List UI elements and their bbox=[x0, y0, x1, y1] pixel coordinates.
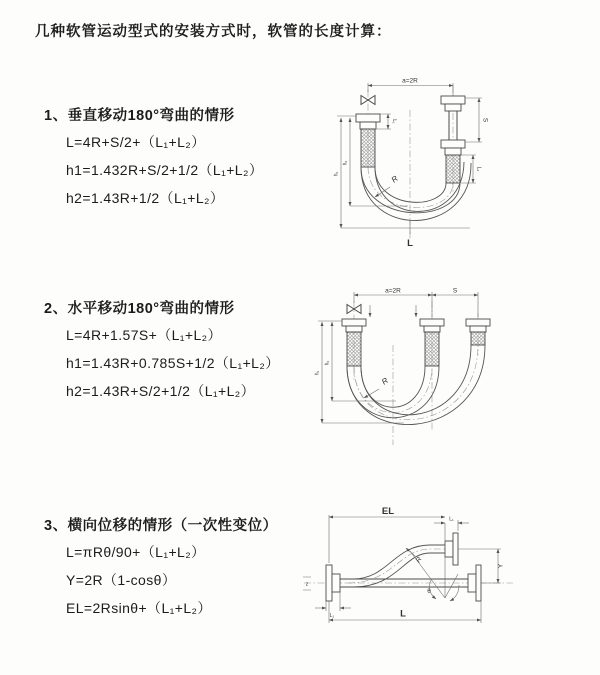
section-1-heading: 1、垂直移动180°弯曲的情形 bbox=[44, 108, 235, 124]
dim-label-h2: h₂ bbox=[324, 360, 331, 366]
page-title: 几种软管运动型式的安装方式时，软管的长度计算： bbox=[35, 24, 392, 40]
radius-label: R bbox=[414, 555, 424, 565]
section-1-formula-h1: h1=1.432R+S/2+1/2（L₁+L₂） bbox=[66, 162, 264, 178]
diagram-2-svg bbox=[308, 285, 600, 460]
dim-label-l1-top: L₁ bbox=[449, 516, 454, 523]
right-pipe-lower-position bbox=[441, 140, 465, 183]
dim-label-l1: L₁ bbox=[391, 119, 397, 124]
centerlines bbox=[368, 86, 453, 240]
dimension-el bbox=[329, 506, 445, 563]
section-3 bbox=[44, 514, 278, 626]
radius-label: R bbox=[379, 375, 390, 387]
reference-arrows bbox=[370, 305, 416, 317]
dim-label-h1: h₁ bbox=[333, 171, 340, 177]
dim-label-a2r: a=2R bbox=[402, 77, 418, 85]
angle-label: θ bbox=[427, 588, 431, 595]
dim-label-l2: L₂ bbox=[475, 166, 482, 172]
dim-label-s: S bbox=[452, 287, 458, 295]
dimension-s bbox=[432, 288, 478, 296]
section-2-formula-h1: h1=1.43R+0.785S+1/2（L₁+L₂） bbox=[66, 355, 280, 371]
left-flange bbox=[326, 565, 340, 601]
radius-label: R bbox=[389, 173, 400, 185]
centerlines bbox=[354, 301, 478, 445]
section-2-formula-h2: h2=1.43R+S/2+1/2（L₁+L₂） bbox=[66, 383, 256, 399]
dimension-l1-left bbox=[315, 592, 351, 619]
dim-label-a2r: a=2R bbox=[385, 287, 401, 295]
dim-label-l: L bbox=[400, 608, 406, 620]
dimension-l bbox=[329, 601, 481, 623]
dim-label-y: Y bbox=[497, 563, 505, 569]
axis-break-symbol bbox=[303, 577, 311, 590]
section-3-heading: 3、横向位移的情形（一次性变位） bbox=[44, 518, 278, 534]
dimension-s bbox=[465, 98, 489, 142]
dim-label-l1-left: L₁ bbox=[329, 613, 335, 619]
hose-curves bbox=[347, 345, 485, 425]
dimension-a2r bbox=[368, 78, 453, 97]
section-1 bbox=[44, 104, 263, 216]
section-1-formula-h2: h2=1.43R+1/2（L₁+L₂） bbox=[66, 190, 225, 206]
section-3-formula-L: L=πRθ/90+（L₁+L₂） bbox=[66, 544, 206, 560]
dim-label-length: L bbox=[407, 238, 413, 249]
left-pipe-fitting bbox=[356, 114, 380, 167]
middle-pipe-fitting bbox=[420, 319, 444, 366]
right-pipe-fitting bbox=[466, 319, 490, 345]
left-pipe-fitting bbox=[342, 319, 366, 366]
radius-callout bbox=[364, 376, 390, 398]
right-flange-original bbox=[468, 565, 481, 601]
dim-label-s: S bbox=[481, 117, 489, 123]
section-2 bbox=[44, 297, 280, 409]
diagram-1-svg bbox=[310, 70, 600, 260]
diagram-vertical-movement bbox=[310, 70, 600, 260]
dim-label-h1: h₁ bbox=[314, 370, 321, 376]
diagram-lateral-displacement bbox=[298, 503, 600, 635]
section-3-formula-Y: Y=2R（1-cosθ） bbox=[66, 572, 177, 588]
dimension-l1-top bbox=[434, 517, 469, 532]
dim-label-h2: h₂ bbox=[342, 160, 349, 166]
section-2-formula-L: L=4R+1.57S+（L₁+L₂） bbox=[66, 327, 222, 343]
diagram-horizontal-movement bbox=[308, 285, 600, 460]
section-3-formula-EL: EL=2Rsinθ+（L₁+L₂） bbox=[66, 600, 212, 616]
dim-label-el: EL bbox=[381, 506, 395, 517]
axis-mark-label: z bbox=[305, 581, 309, 588]
section-2-heading: 2、水平移动180°弯曲的情形 bbox=[44, 301, 235, 317]
section-1-formula-L: L=4R+S/2+（L₁+L₂） bbox=[66, 134, 206, 150]
diagram-3-svg bbox=[298, 503, 600, 635]
right-flange-displaced bbox=[445, 533, 458, 565]
